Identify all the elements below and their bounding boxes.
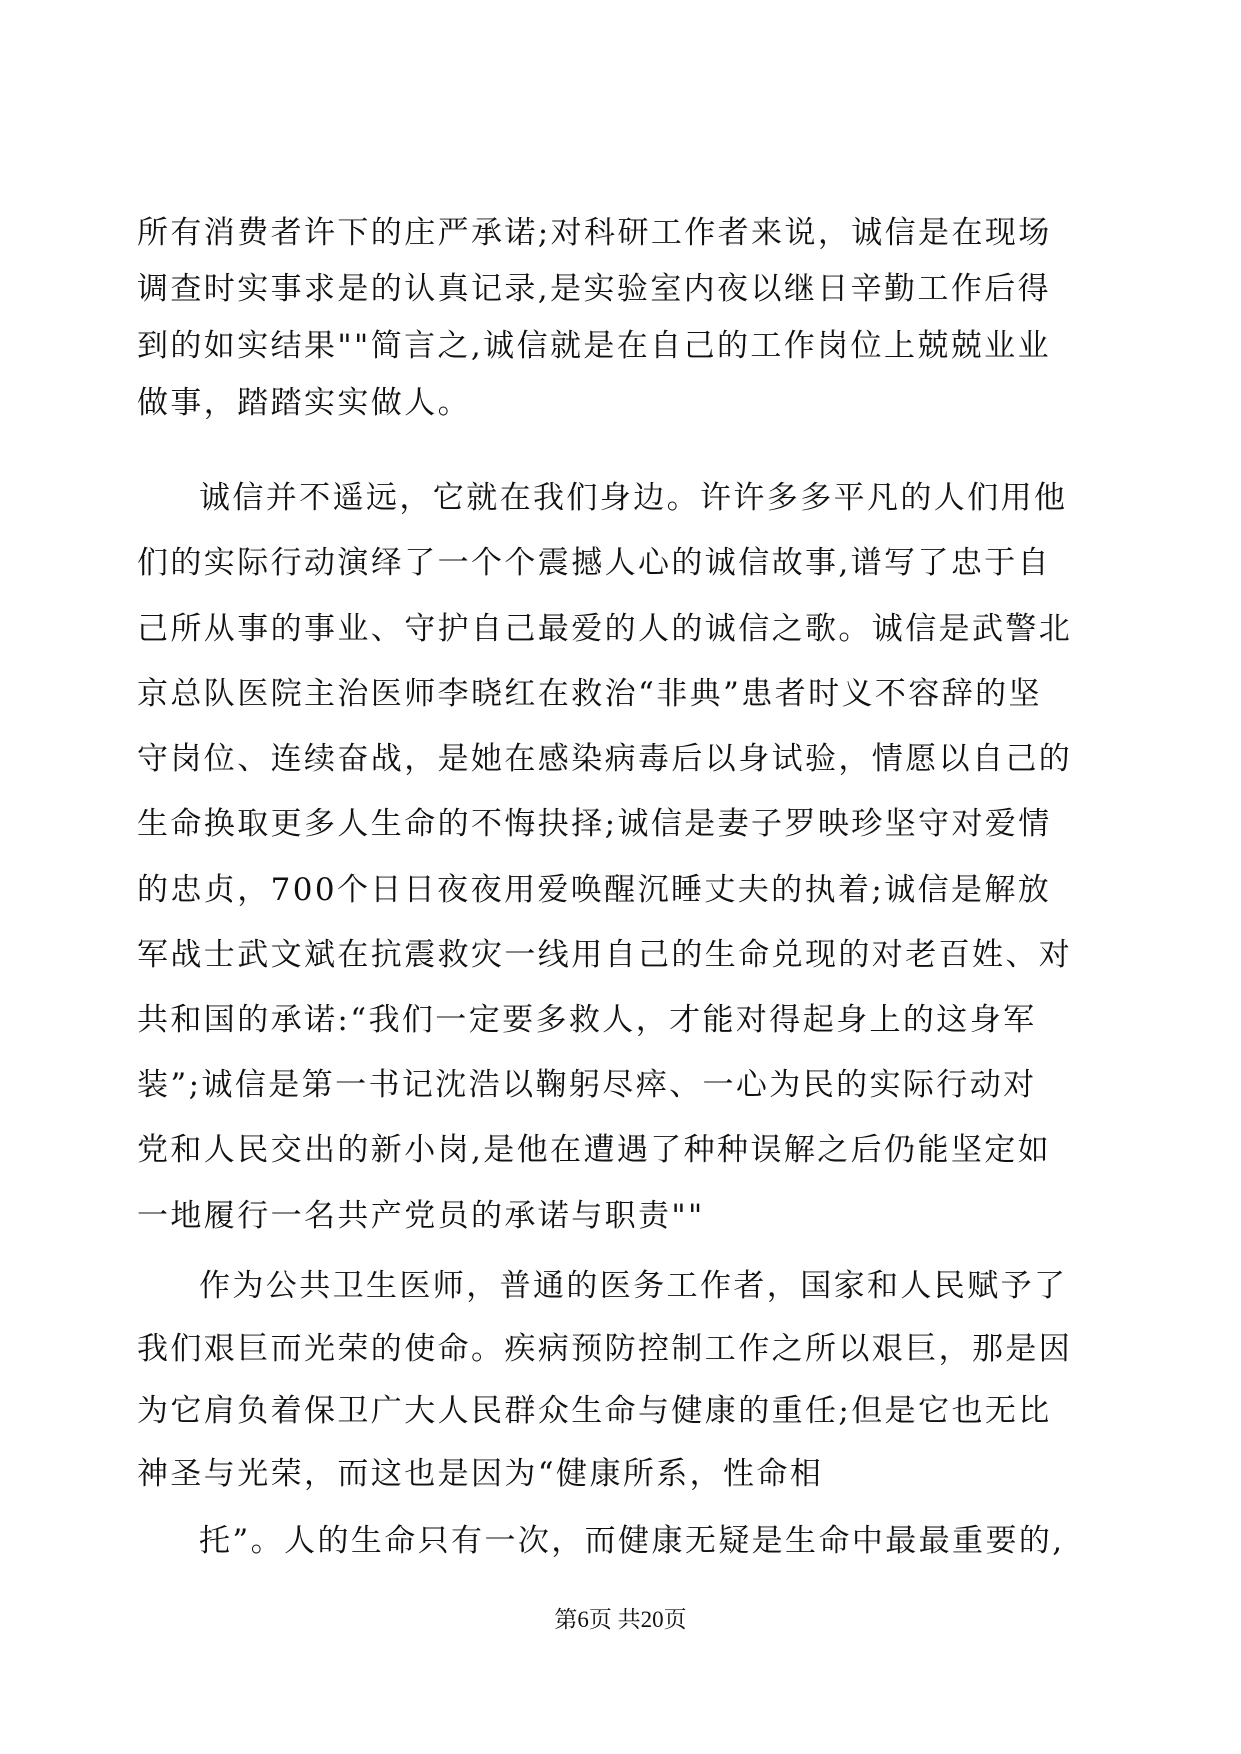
paragraph-start-line: 作为公共卫生医师，普通的医务工作者，国家和人民赋予了 [199, 1268, 1068, 1304]
text-line: 一地履行一名共产党员的承诺与职责"" [137, 1198, 705, 1234]
page-footer: 第6页 共20页 [554, 1607, 687, 1632]
text-line: 京总队医院主治医师李晓红在救治“非典”患者时义不容辞的坚 [137, 676, 1042, 712]
text-line: 守岗位、连续奋战，是她在感染病毒后以身试验，情愿以自己的 [137, 741, 1073, 777]
text-line: 我们艰巨而光荣的使命。疾病预防控制工作之所以艰巨，那是因 [137, 1331, 1073, 1367]
text-line: 们的实际行动演绎了一个个震撼人心的诚信故事,谱写了忠于自 [137, 545, 1052, 581]
paragraph-start-line: 托”。人的生命只有一次，而健康无疑是生命中最最重要的, [199, 1523, 1065, 1559]
text-line: 军战士武文斌在抗震救灾一线用自己的生命兑现的对老百姓、对 [137, 937, 1073, 973]
text-line: 的忠贞，700个日日夜夜用爱唤醒沉睡丈夫的执着;诚信是解放 [137, 872, 1052, 908]
text-line: 装”;诚信是第一书记沈浩以鞠躬尽瘁、一心为民的实际行动对 [137, 1067, 1037, 1103]
text-line: 为它肩负着保卫广大人民群众生命与健康的重任;但是它也无比 [137, 1393, 1052, 1429]
text-line: 所有消费者许下的庄严承诺;对科研工作者来说，诚信是在现场 [137, 215, 1052, 251]
text-line: 神圣与光荣，而这也是因为“健康所系，性命相 [137, 1456, 824, 1492]
text-line: 共和国的承诺:“我们一定要多救人，才能对得起身上的这身军 [137, 1002, 1037, 1038]
text-line: 调查时实事求是的认真记录,是实验室内夜以继日辛勤工作后得 [137, 271, 1052, 307]
paragraph-start-line: 诚信并不遥远，它就在我们身边。许许多多平凡的人们用他 [199, 480, 1068, 516]
text-line: 到的如实结果""简言之,诚信就是在自己的工作岗位上兢兢业业 [137, 328, 1051, 364]
text-line: 做事，踏踏实实做人。 [137, 385, 471, 421]
text-line: 己所从事的事业、守护自己最爱的人的诚信之歌。诚信是武警北 [137, 611, 1073, 647]
text-line: 党和人民交出的新小岗,是他在遭遇了种种误解之后仍能坚定如 [137, 1132, 1052, 1168]
text-line: 生命换取更多人生命的不悔抉择;诚信是妻子罗映珍坚守对爱情 [137, 806, 1052, 842]
